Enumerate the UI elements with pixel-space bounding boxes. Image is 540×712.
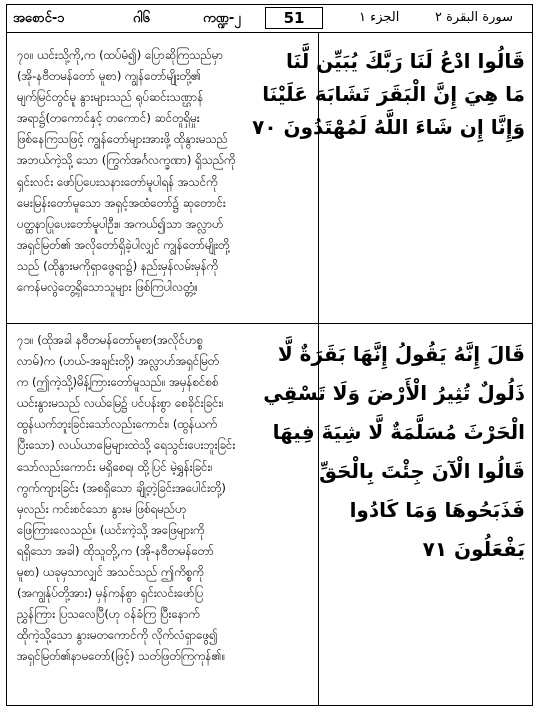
page-word: ဂါ၆ [133,11,150,26]
translation-line: ကွက်ကျားခြင်း (အစရှိသော ချို့တဲ့ခြင်းအပေါင်းတို့) [17,480,226,495]
arabic-line: مَا هِيَ إِنَّ الْبَقَرَ تَشَابَهَ عَلَيْنَا [262,82,525,106]
arabic-line: الْحَرْثَ مُسَلَّمَةٌ لَّا شِيَةَ فِيهَا [272,420,525,444]
section-divider [7,323,532,324]
arabic-verse-70 [252,45,525,144]
arabic-line: فَذَبَحُوهَا وَمَا كَادُوا [349,498,525,522]
translation-line: မှလည်း ကင်းစင်သော နွားမ ဖြစ်ရမည်ဟု [17,501,187,516]
translation-line: မေးမြန်းတော်မူသော အရှင့်အထံတော်၌ ဆုတောင်း [17,195,226,210]
translation-line: အရာ၌(တကောင်နှင့် တကောင်) ဆင်တူရှိမှုး [17,111,200,126]
translation-line: ပတ္ထနာပြုပေးတော်မူပါဦး။ အကယ်၍သာ အလ္လာဟ် [17,216,224,231]
translation-line: ယင်းနွားမသည် လယ်မြေ၌ ပင်ပန်းစွာ စေခိုင်းခြင်း၊ [17,396,224,411]
translation-line: မူစာ) ယခုမှသာလျှင် အသင်သည် ဤကိစ္စကို [17,565,204,580]
translation-line: လာမ်)က (ဟယ်-အချင်းတို့) အလ္လာဟ်အရှင်မြတ် [17,354,220,369]
surah-arabic: سورة البقرة ٢ [435,10,514,25]
page-header [7,5,532,33]
page-frame [6,4,533,706]
translation-line: ဖြစ်နေကြသဖြင့် ကျွန်တော်များအားဖို့ ထိုနွားမသည် [17,132,228,147]
juz-label: ကဏ္ဍ-၂ [203,11,241,26]
arabic-line: ذَلُولٌ تُثِيرُ الْأَرْضَ وَلَا تَسْقِي [263,381,525,405]
translation-line: ၇၁။ (ထိုအခါ နဗီတမန်တော်မူစာ(အလိုင်ဟစ္စ [17,333,203,347]
arabic-line: قَالُوا الْآنَ جِئْتَ بِالْحَقِّ [319,459,525,483]
translation-line: ထိုကဲ့သို့သော နွားမတကောင်ကို လိုက်လံရှာဖွေ၍ [17,628,218,643]
translation-line: သော်လည်းကောင်း မရှိစေရ၊ ထို့ပြင် မဲ့ရွှန်းခြင်း၊ [17,459,213,474]
volume-label: အစောင်-၁ [13,11,65,26]
juz-arabic: الجزء ١ [359,10,400,25]
translation-line: ပြီးသော) လယ်ယာမြေများထဲသို့ ရေသွင်းပေးဘူးခြင်း [17,438,236,453]
translation-line: အဘယ်ကဲ့သို့ သော (ကြွက်အင်္ဂလက္ခဏာ) ရှိသည်ကို [17,153,236,168]
translation-line: မျက်မြင်တွင်မူ နွားများသည် ရုပ်ဆင်းသဏ္ဌာန် [17,90,204,105]
translation-line: ရရှိသော အခါ) ထိုသူတို့,က (အို-နဗီတမန်တော် [17,543,214,558]
translation-line: ၇၀။ ယင်းသို့ကို,က (ထပ်မံ၍) ပြောဆိုကြသည်မှာ [17,48,224,62]
arabic-line: قَالَ إِنَّهُ يَقُولُ إِنَّهَا بَقَرَةٌ لَّا [277,342,525,366]
translation-line: သည် (ထိုနွားမကိုရှာဖွေရာ၌) နည်းမှန်လမ်းမှန်ကို [17,258,219,273]
translation-line: က (ဤကဲ့သို့)မိန့်ကြားတော်မူသည်။ အမှန်စင်စစ် [17,375,219,390]
page-number: 51 [265,7,323,29]
arabic-line: وَإِنَّا إِن شَاءَ اللَّهُ لَمُهْتَدُونَ ٧٠ [252,115,525,139]
arabic-line: يَفْعَلُونَ ٧١ [422,537,525,561]
arabic-verse-71 [263,335,525,569]
translation-line: ကေန်မလွဲတွေ့ရှိသောသူများ ဖြစ်ကြပါလတ္တံ့။ [17,280,198,295]
translation-line: ဖြေကြားလေသည်။ (ယင်းကဲ့သို့ အဖြေများကို [17,522,205,537]
translation-line: (အို-နဗီတမန်တော် မူစာ) ကျွန်တော်မျိုးတို့၏ [17,69,202,84]
arabic-line: قَالُوا ادْعُ لَنَا رَبَّكَ يُبَيِّن لَّنَا [286,49,525,73]
translation-line: (အကျွန်ုပ်တို့အား) မှန်ကန်စွာ ရှင်းလင်းဖော်ပြ [17,586,204,601]
translation-line: ထွန်ယက်ဘူးခြင်းသော်လည်းကောင်း၊ (ထွန်ယက် [17,417,218,432]
translation-line: ရှင်းလင်း ဖော်ပြပေးသနားတော်မူပါရန် အသင်ကို [17,174,218,189]
translation-line: အရှင်မြတ်၏နာမတော်(ဖြင့်) သတ်ဖြတ်ကြကုန်၏။ [17,649,226,664]
translation-line: အရှင်မြတ်၏ အလိုတော်ရှိခဲ့ပါလျှင် ကျွန်တော်မျိုးတို့ [17,237,230,252]
translation-line: ညွှန်ကြား ပြသလေပြီ(ဟု ဝန်ခံကြ ပြီးနောက် [17,607,200,622]
